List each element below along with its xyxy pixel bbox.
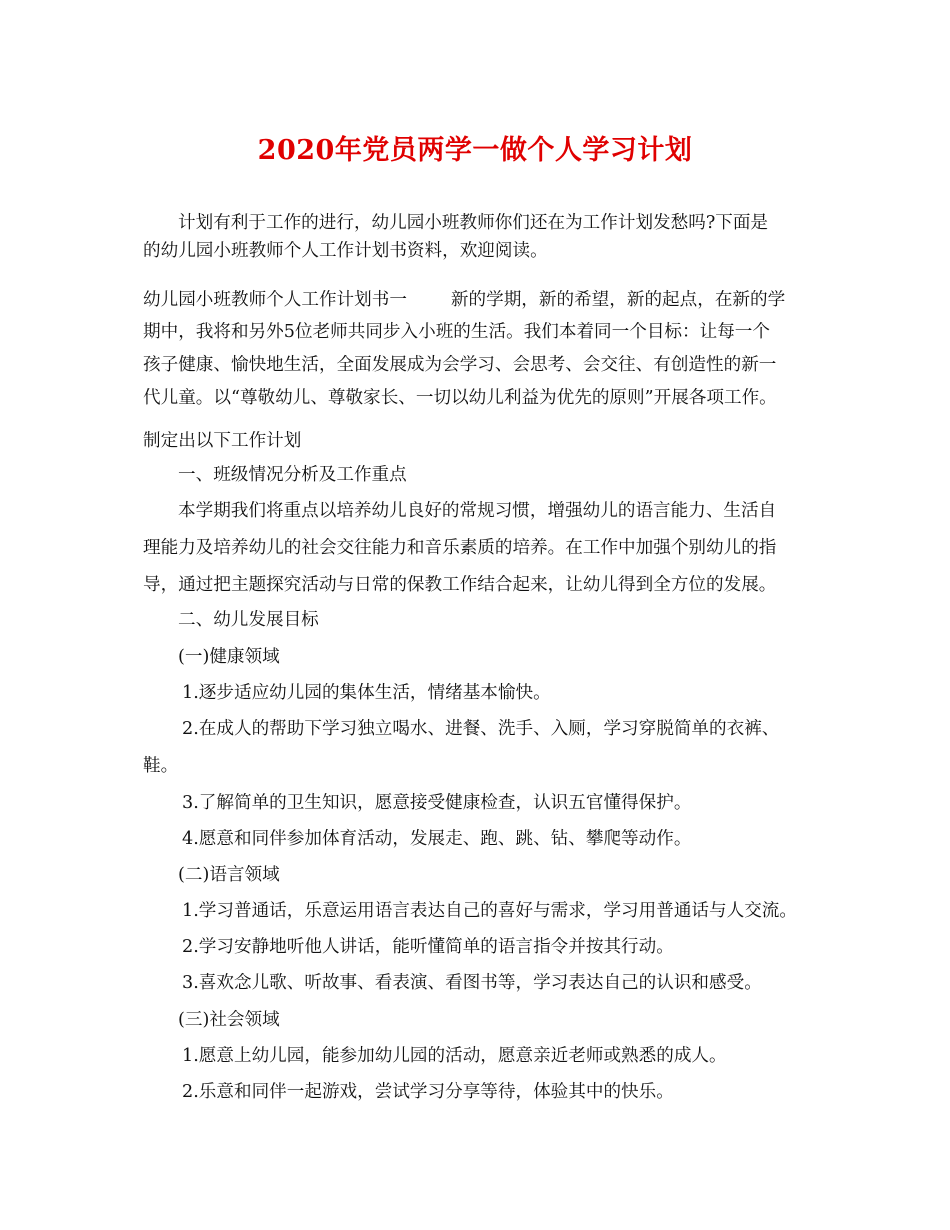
list-item: 3.喜欢念儿歌、听故事、看表演、看图书等，学习表达自己的认识和感受。: [182, 973, 762, 993]
list-item: 3.了解简单的卫生知识，愿意接受健康检查，认识五官懂得保护。: [182, 793, 692, 813]
list-item: 1.学习普通话，乐意运用语言表达自己的喜好与需求，学习用普通话与人交流。: [182, 901, 797, 921]
paragraph-line: 新的学期，新的希望，新的起点，在新的学: [450, 290, 786, 310]
list-item: 2.乐意和同伴一起游戏，尝试学习分享等待，体验其中的快乐。: [182, 1082, 674, 1102]
section-heading: 二、幼儿发展目标: [178, 610, 319, 630]
document-title: 2020年党员两学一做个人学习计划: [257, 135, 693, 166]
section-heading-line: [143, 288, 785, 312]
paragraph-line: 代儿童。以“尊敬幼儿、尊敬家长、一切以幼儿利益为优先的原则”开展各项工作。: [143, 388, 777, 408]
paragraph-line: 本学期我们将重点以培养幼儿良好的常规习惯，增强幼儿的语言能力、生活自: [178, 501, 777, 521]
list-item: 2.在成人的帮助下学习独立喝水、进餐、洗手、入厕，学习穿脱简单的衣裤、: [182, 719, 780, 739]
list-item: 1.愿意上幼儿园，能参加幼儿园的活动，愿意亲近老师或熟悉的成人。: [182, 1046, 727, 1066]
paragraph-line: 制定出以下工作计划: [143, 431, 302, 451]
subsection-heading: (二)语言领域: [178, 865, 280, 885]
section-heading: 一、班级情况分析及工作重点: [178, 465, 407, 485]
plan-subtitle: 幼儿园小班教师个人工作计划书一: [143, 290, 407, 310]
list-item: 2.学习安静地听他人讲话，能听懂简单的语言指令并按其行动。: [182, 937, 674, 957]
subsection-heading: (三)社会领域: [178, 1010, 280, 1030]
paragraph-line: 的幼儿园小班教师个人工作计划书资料，欢迎阅读。: [143, 241, 548, 261]
paragraph-line: 期中，我将和另外5位老师共同步入小班的生活。我们本着同一个目标：让每一个: [143, 322, 770, 342]
paragraph-line: 计划有利于工作的进行，幼儿园小班教师你们还在为工作计划发愁吗?下面是: [178, 213, 769, 233]
paragraph-line: 理能力及培养幼儿的社会交往能力和音乐素质的培养。在工作中加强个别幼儿的指: [143, 538, 777, 558]
list-item-continuation: 鞋。: [143, 756, 179, 776]
list-item: 1.逐步适应幼儿园的集体生活，情绪基本愉快。: [182, 683, 551, 703]
subsection-heading: (一)健康领域: [178, 647, 280, 667]
list-item: 4.愿意和同伴参加体育活动，发展走、跑、跳、钻、攀爬等动作。: [182, 829, 692, 849]
paragraph-line: 导，通过把主题探究活动与日常的保教工作结合起来，让幼儿得到全方位的发展。: [143, 575, 777, 595]
paragraph-line: 孩子健康、愉快地生活，全面发展成为会学习、会思考、会交往、有创造性的新一: [143, 355, 777, 375]
